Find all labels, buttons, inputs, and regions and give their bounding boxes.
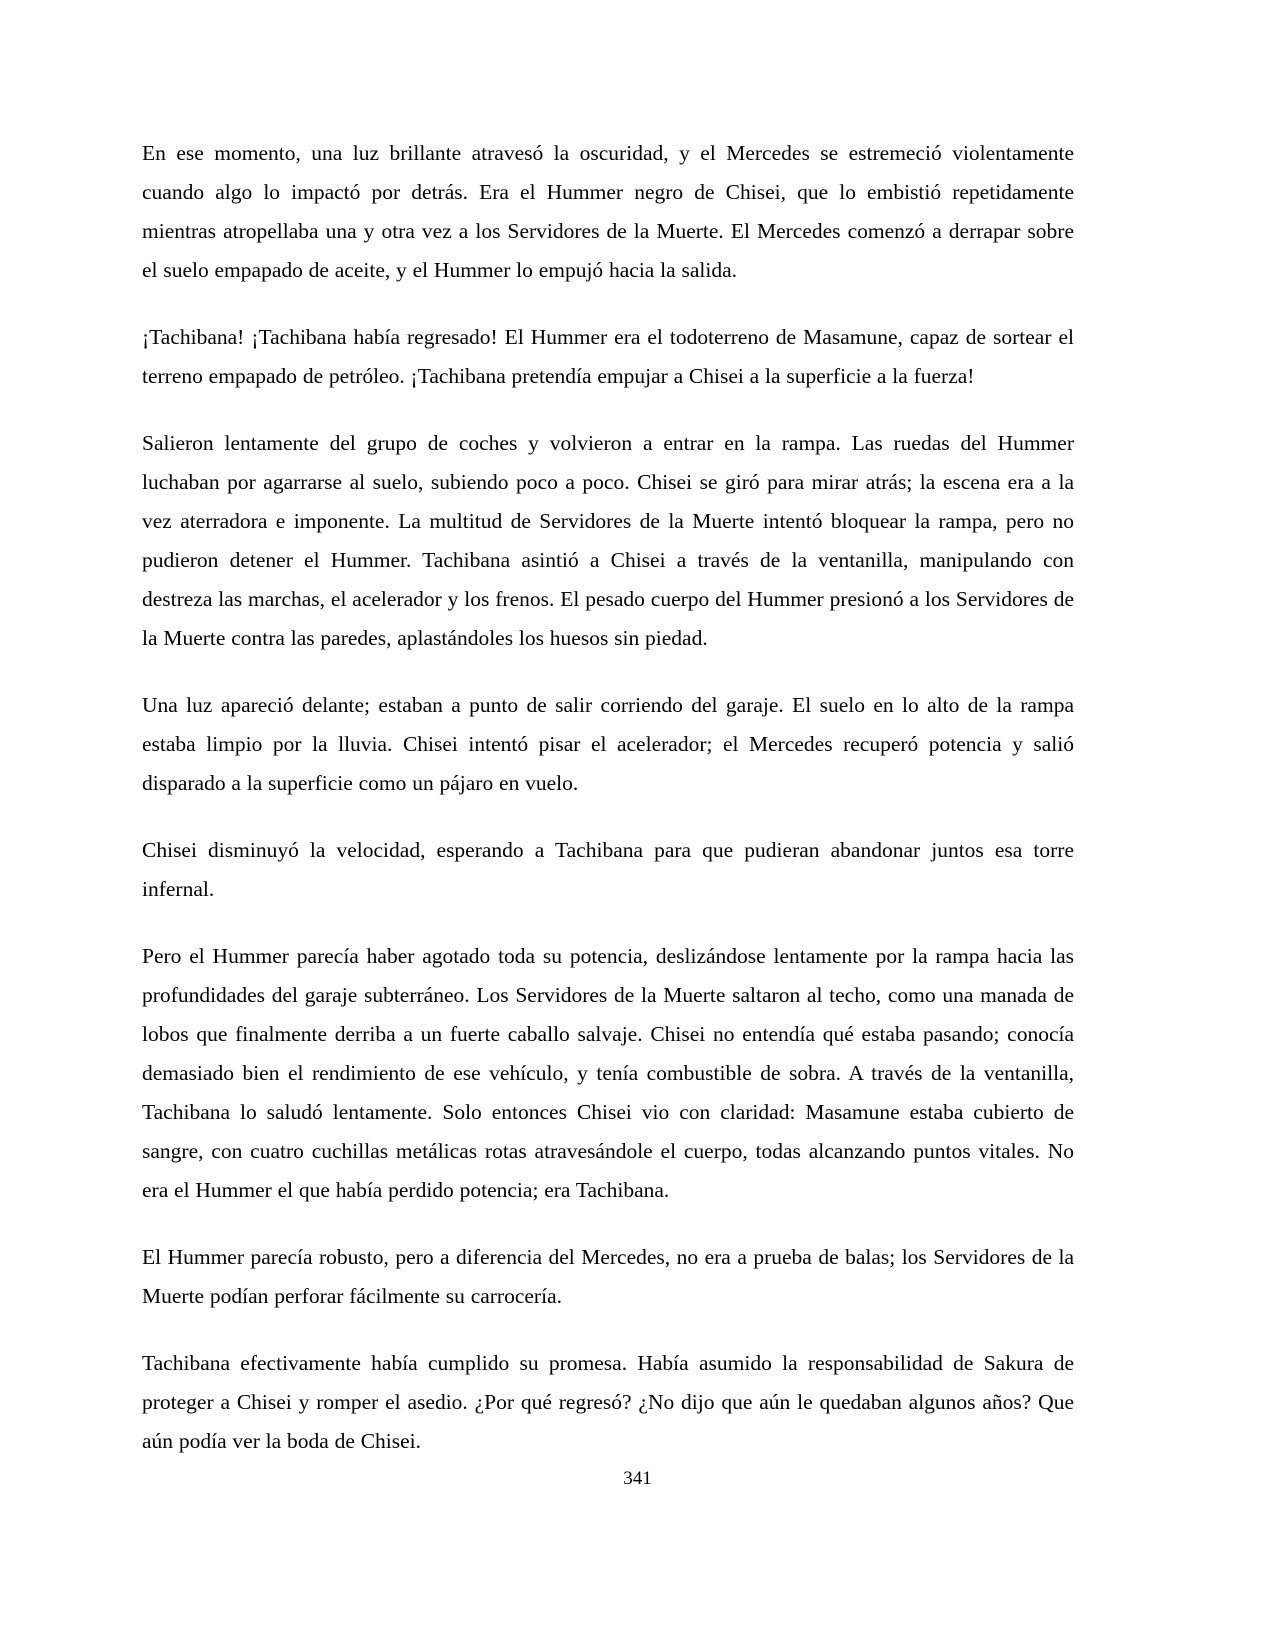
paragraph: El Hummer parecía robusto, pero a diferencia del Mercedes, no era a prueba de balas; los Servidores de la Muerte podían perforar fácilmente su carrocería. bbox=[142, 1245, 1074, 1308]
paragraph: En ese momento, una luz brillante atravesó la oscuridad, y el Mercedes se estremeció violentamente cuando algo lo impactó por detrás. Era el Hummer negro de Chisei, que lo embistió repetidamente mientras atropellaba una y otra vez a los Servidores de la Muerte. El Mercedes comenzó a derrapar sobre el suelo empapado de aceite, y el Hummer lo empujó hacia la salida. bbox=[142, 141, 1074, 282]
paragraph: ¡Tachibana! ¡Tachibana había regresado! El Hummer era el todoterreno de Masamune, capaz de sortear el terreno empapado de petróleo. ¡Tachibana pretendía empujar a Chisei a la superficie a la fuerza! bbox=[142, 325, 1074, 388]
paragraph: Chisei disminuyó la velocidad, esperando a Tachibana para que pudieran abandonar juntos esa torre infernal. bbox=[142, 838, 1074, 901]
page-body-text bbox=[142, 134, 1074, 1461]
paragraph: Tachibana efectivamente había cumplido su promesa. Había asumido la responsabilidad de Sakura de proteger a Chisei y romper el asedio. ¿Por qué regresó? ¿No dijo que aún le quedaban algunos años? Que aún podía ver la boda de Chisei. bbox=[142, 1351, 1074, 1453]
paragraph: Una luz apareció delante; estaban a punto de salir corriendo del garaje. El suelo en lo alto de la rampa estaba limpio por la lluvia. Chisei intentó pisar el acelerador; el Mercedes recuperó potencia y salió disparado a la superficie como un pájaro en vuelo. bbox=[142, 693, 1074, 795]
page-number: 341 bbox=[623, 1468, 652, 1489]
paragraph: Pero el Hummer parecía haber agotado toda su potencia, deslizándose lentamente por la rampa hacia las profundidades del garaje subterráneo. Los Servidores de la Muerte saltaron al techo, como una manada de lobos que finalmente derriba a un fuerte caballo salvaje. Chisei no entendía qué estaba pasando; conocía demasiado bien el rendimiento de ese vehículo, y tenía combustible de sobra. A través de la ventanilla, Tachibana lo saludó lentamente. Solo entonces Chisei vio con claridad: Masamune estaba cubierto de sangre, con cuatro cuchillas metálicas rotas atravesándole el cuerpo, todas alcanzando puntos vitales. No era el Hummer el que había perdido potencia; era Tachibana. bbox=[142, 944, 1074, 1202]
paragraph: Salieron lentamente del grupo de coches y volvieron a entrar en la rampa. Las ruedas del Hummer luchaban por agarrarse al suelo, subiendo poco a poco. Chisei se giró para mirar atrás; la escena era a la vez aterradora e imponente. La multitud de Servidores de la Muerte intentó bloquear la rampa, pero no pudieron detener el Hummer. Tachibana asintió a Chisei a través de la ventanilla, manipulando con destreza las marchas, el acelerador y los frenos. El pesado cuerpo del Hummer presionó a los Servidores de la Muerte contra las paredes, aplastándoles los huesos sin piedad. bbox=[142, 431, 1074, 650]
